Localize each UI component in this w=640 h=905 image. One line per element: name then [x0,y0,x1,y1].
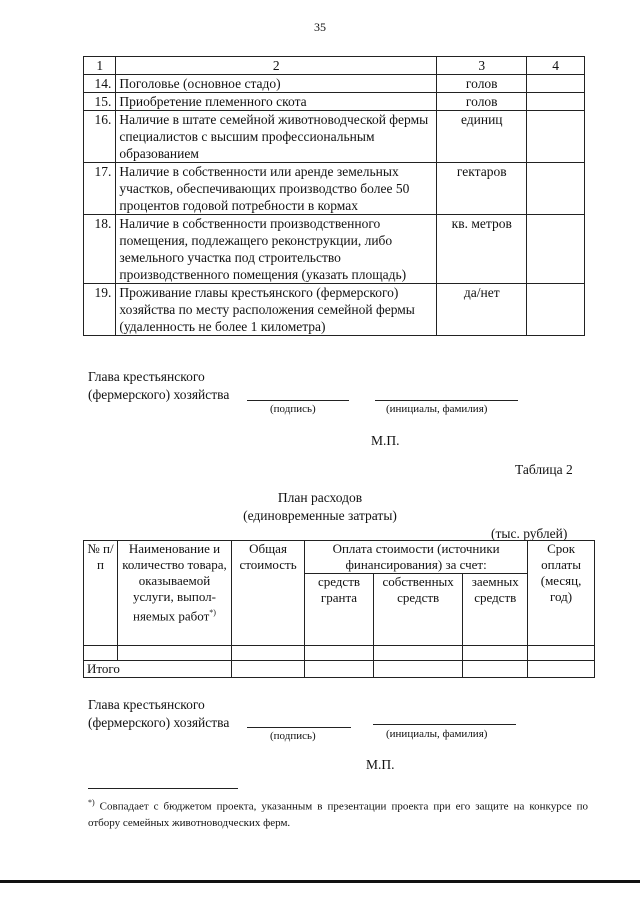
signature-line [247,727,351,728]
row-number: 15. [84,93,116,111]
header-name [117,541,231,646]
header-own: собственных средств [373,574,462,646]
row-number: 17. [84,163,116,215]
page-number: 35 [314,20,326,34]
table-header-row [84,541,595,574]
row-value [527,111,585,163]
row-value [527,284,585,336]
cell [232,646,305,661]
row-unit: гектаров [437,163,527,215]
row-number: 18. [84,215,116,284]
row-name: Наличие в собственности производственного помещения, подлежащего реконструкции, либо земельного участка под строительство производственного помещения (указать площадь) [116,215,437,284]
signature-label-line1: Глава крестьянского [88,697,205,712]
cell [232,661,305,678]
table-row [84,646,595,661]
footnote [88,795,588,831]
row-unit: единиц [437,111,527,163]
stamp-place: М.П. [366,757,395,772]
header-cell: 2 [116,57,437,75]
footnote-text: Совпадает с бюджетом проекта, указанным в презентации проекта при его защите на конкурсе по отбору семейных животноводческих ферм. [88,800,588,829]
cell [305,646,374,661]
header-term: Срок оплаты (месяц, год) [528,541,595,646]
row-value [527,75,585,93]
header-cell: 3 [437,57,527,75]
row-name: Проживание главы крестьянского (фермерского) хозяйства по месту расположения семейной фермы (удаленность не более 1 километра) [116,284,437,336]
cell [463,646,528,661]
table-row [84,215,585,284]
total-label: Итого [84,661,232,678]
row-unit: кв. метров [437,215,527,284]
row-unit: да/нет [437,284,527,336]
cell [117,646,231,661]
signature-label-line1: Глава крестьянского [88,369,205,384]
row-name: Приобретение племенного скота [116,93,437,111]
row-name: Наличие в собственности или аренде земельных участков, обеспечивающих производство более 50 процентов годовой потребности в кормах [116,163,437,215]
signature-label-line2: (фермерского) хозяйства [88,387,230,402]
bottom-border [0,880,640,883]
signature-block-1 [88,368,229,404]
total-row [84,661,595,678]
row-name: Наличие в штате семейной животноводческой фермы специалистов с высшим профессиональным образованием [116,111,437,163]
table-row [84,75,585,93]
row-name: Поголовье (основное стадо) [116,75,437,93]
signature-label-line2: (фермерского) хозяйства [88,715,230,730]
footnote-ref: *) [209,608,216,617]
row-number: 16. [84,111,116,163]
cell [528,661,595,678]
cell [305,661,374,678]
cell [528,646,595,661]
header-payment: Оплата стоимости (источники финансирования) за счет: [305,541,528,574]
name-caption: (инициалы, фамилия) [386,403,488,415]
row-number: 19. [84,284,116,336]
table-row [84,93,585,111]
stamp-place: М.П. [371,433,400,448]
header-total: Общая стоимость [232,541,305,646]
footnote-divider [88,788,238,789]
signature-caption: (подпись) [270,730,316,742]
signature-caption: (подпись) [270,403,316,415]
header-name-text: Наименование и количество товара, оказываемой услуги, выпол-няемых работ [122,541,227,624]
cell [373,646,462,661]
name-line [373,724,516,725]
row-number: 14. [84,75,116,93]
cell [463,661,528,678]
indicators-table [83,56,585,336]
row-value [527,93,585,111]
row-value [527,215,585,284]
table-subtitle: (единовременные затраты) [243,508,397,523]
header-loan: заемных средств [463,574,528,646]
table-title: План расходов [277,490,363,505]
footnote-mark: *) [88,798,95,807]
row-unit: голов [437,75,527,93]
table-row [84,163,585,215]
cell [84,646,118,661]
header-num: № п/п [84,541,118,646]
signature-block-2 [88,696,229,732]
header-cell: 4 [527,57,585,75]
table-label: Таблица 2 [515,462,573,477]
row-value [527,163,585,215]
header-cell: 1 [84,57,116,75]
signature-line [247,400,349,401]
table-header-row [84,57,585,75]
name-caption: (инициалы, фамилия) [386,728,488,740]
units-note: (тыс. рублей) [491,526,568,541]
row-unit: голов [437,93,527,111]
table-row [84,111,585,163]
table-row [84,284,585,336]
header-grant: средств гранта [305,574,374,646]
name-line [375,400,518,401]
cell [373,661,462,678]
expense-plan-table [83,540,595,678]
